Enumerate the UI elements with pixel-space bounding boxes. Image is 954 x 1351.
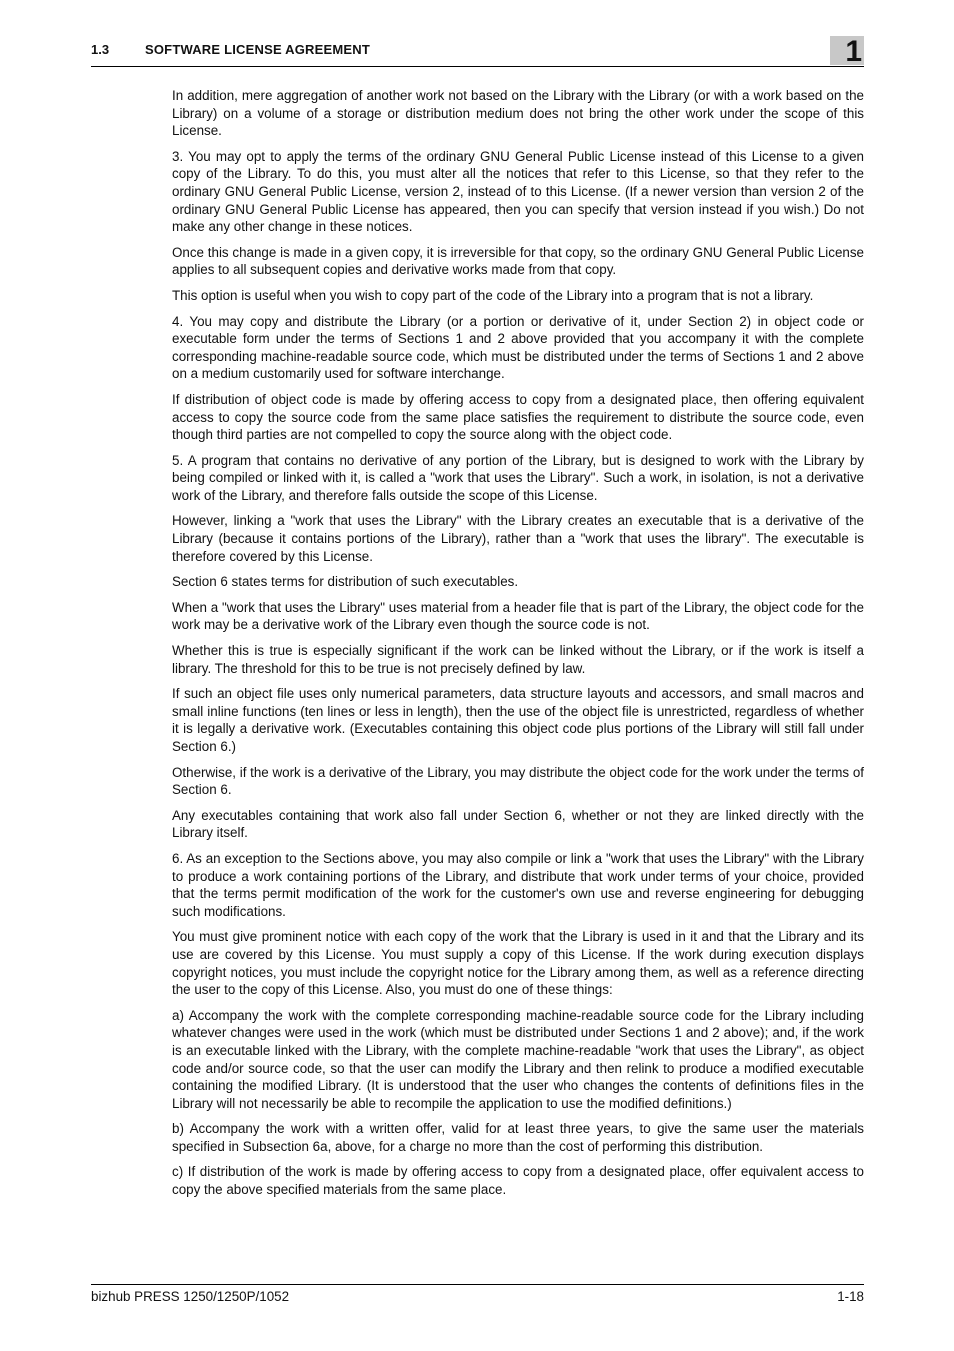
chapter-badge: 1 [830,36,864,65]
paragraph: Section 6 states terms for distribution of such executables. [172,574,519,590]
paragraph: You must give prominent notice with each copy of the work that the Library is used in it and that the Library and its use are covered by this License. You must supply a copy of this License. If the work during execution displays copyright notices, you must include the copyright notice for the Library among them, as well as a reference directing the user to the copy of this License. Also, you must do one of these things: [172,929,864,998]
paragraph: When a "work that uses the Library" uses material from a header file that is part of the Library, the object code for the work may be a derivative work of the Library even though the source code is not. [172,599,864,633]
paragraph: Whether this is true is especially significant if the work can be linked without the Library, or if the work is itself a library. The threshold for this to be true is not precisely defined by law. [172,643,864,676]
page-footer [91,1284,864,1305]
license-body [172,87,864,1207]
page-number: 1-18 [837,1289,864,1304]
paragraph: Any executables containing that work also fall under Section 6, whether or not they are linked directly with the Library itself. [172,807,864,841]
paragraph: 3. You may opt to apply the terms of the ordinary GNU General Public License instead of this License to a given copy of the Library. To do this, you must alter all the notices that refer to this License, so that they refer to the ordinary GNU General Public License, version 2, instead of to this License. (If a newer version than version 2 of the ordinary GNU General Public License has appeared, then you can specify that version instead if you wish.) Do not make any other change in these notices. [172,148,864,235]
paragraph: In addition, mere aggregation of another work not based on the Library with the Library (or with a work based on the Library) on a volume of a storage or distribution medium does not bring the other work under the scope of this License. [172,88,864,139]
section-number: 1.3 [91,42,110,57]
paragraph: This option is useful when you wish to copy part of the code of the Library into a program that is not a library. [172,287,814,303]
paragraph: 5. A program that contains no derivative of any portion of the Library, but is designed to work with the Library by being compiled or linked with it, is called a "work that uses the Library". Such a work, in isolation, is not a derivative work of the Library, and therefore falls outside the scope of this License. [172,452,864,503]
paragraph: b) Accompany the work with a written offer, valid for at least three years, to give the same user the materials specified in Subsection 6a, above, for a charge no more than the cost of performing this distribution. [172,1121,864,1154]
paragraph: However, linking a "work that uses the Library" with the Library creates an executable that is a derivative of the Library (because it contains portions of the Library), rather than a "work that uses the library". The executable is therefore covered by this License. [172,513,864,564]
page-header [91,35,864,68]
paragraph: 4. You may copy and distribute the Library (or a portion or derivative of it, under Section 2) in object code or executable form under the terms of Sections 1 and 2 above provided that you accompany it with the complete corresponding machine-readable source code, which must be distributed under the terms of Sections 1 and 2 above on a medium customarily used for software interchange. [172,313,864,382]
product-name: bizhub PRESS 1250/1250P/1052 [91,1289,290,1304]
section-title: SOFTWARE LICENSE AGREEMENT [145,42,371,57]
paragraph: Otherwise, if the work is a derivative of the Library, you may distribute the object code for the work under the terms of Section 6. [172,764,864,798]
paragraph: c) If distribution of the work is made by offering access to copy from a designated place, offer equivalent access to copy the above specified materials from the same place. [172,1164,864,1198]
paragraph: 6. As an exception to the Sections above, you may also compile or link a "work that uses the Library" with the Library to produce a work containing portions of the Library, and distribute that work under terms of your choice, provided that the terms permit modification of the work for the customer's own use and reverse engineering for debugging such modifications. [172,850,864,919]
paragraph: If such an object file uses only numerical parameters, data structure layouts and accessors, and small macros and small inline functions (ten lines or less in length), then the use of the object file is unrestricted, regardless of whether it is legally a derivative work. (Executables containing this object code plus portions of the Library will still fall under Section 6.) [172,686,864,754]
paragraph: a) Accompany the work with the complete corresponding machine-readable source code for the Library including whatever changes were used in the work (which must be distributed under Sections 1 and 2 above); and, if the work is an executable linked with the Library, with the complete machine-readable "work that uses the Library", as object code and/or source code, so that the user can modify the Library and then relink to produce a modified executable containing the modified Library. (It is understood that the user who changes the contents of definitions files in the Library will not necessarily be able to recompile the application to use the modified definitions.) [172,1007,864,1111]
paragraph: If distribution of object code is made by offering access to copy from a designated place, then offering equivalent access to copy the source code from the same place satisfies the requirement to distribute the source code, even though third parties are not compelled to copy the source along with the object code. [172,391,864,443]
paragraph: Once this change is made in a given copy, it is irreversible for that copy, so the ordinary GNU General Public License applies to all subsequent copies and derivative works made from that copy. [172,244,864,278]
